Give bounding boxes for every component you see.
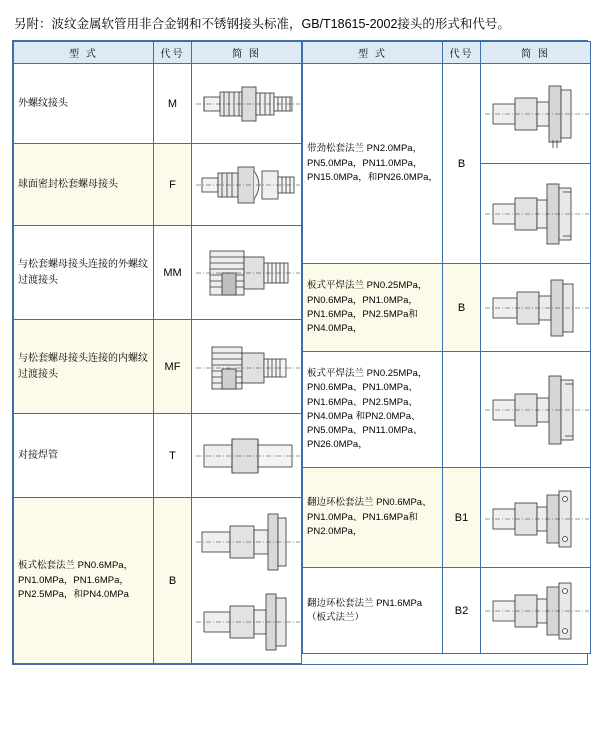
- header-figure: 简 图: [481, 42, 591, 64]
- table-header-row: [303, 42, 591, 64]
- row-type-label: 与松套螺母接头连接的内螺纹过渡接头: [14, 320, 154, 414]
- row-type-label: [303, 568, 443, 654]
- row-code: [443, 352, 481, 468]
- row-type-label: [303, 352, 443, 468]
- row-type-text: 翻边环松套法兰 PN0.6MPa、PN1.0MPa、PN1.6MPa和PN2.0MPa，: [307, 497, 432, 537]
- row-type-label: [14, 498, 154, 664]
- male-thread-transition-figure: [192, 226, 302, 320]
- table-row: [303, 468, 591, 568]
- lap-joint-flange-plate-figure: [481, 568, 591, 654]
- row-code: MM: [154, 226, 192, 320]
- table-row: [303, 568, 591, 654]
- table-row: [14, 320, 302, 414]
- table-row: [14, 498, 302, 664]
- row-type-label: 外螺纹接头: [14, 64, 154, 144]
- left-spec-table: [13, 41, 302, 664]
- table-row: [14, 226, 302, 320]
- row-code: M: [154, 64, 192, 144]
- plate-loose-flange-figure: [192, 498, 302, 664]
- header-figure: 简 图: [192, 42, 302, 64]
- row-code: MF: [154, 320, 192, 414]
- row-type-label: 球面密封松套螺母接头: [14, 144, 154, 226]
- header-type: 型 式: [14, 42, 154, 64]
- row-code: B2: [443, 568, 481, 654]
- row-type-text: 板式平焊法兰 PN0.25MPa，PN0.6MPa、PN1.0MPa、PN1.6MPa、PN2.5MPa、PN4.0MPa 和PN2.0MPa、PN5.0MPa、PN11.0MPa、PN26.0MPa，: [307, 368, 428, 451]
- header-code: 代号: [154, 42, 192, 64]
- ribbed-loose-flange-figure-2: [481, 164, 591, 264]
- row-type-label: [303, 64, 443, 264]
- row-code: B: [443, 264, 481, 352]
- row-code: T: [154, 414, 192, 498]
- spherical-seal-union-nut-figure: [192, 144, 302, 226]
- row-type-label: 对接焊管: [14, 414, 154, 498]
- row-type-label: 与松套螺母接头连接的外螺纹过渡接头: [14, 226, 154, 320]
- header-code: 代号: [443, 42, 481, 64]
- plate-flat-weld-flange-figure-2: [481, 352, 591, 468]
- spec-tables-container: [12, 40, 588, 665]
- row-type-label: [303, 264, 443, 352]
- row-code: B1: [443, 468, 481, 568]
- row-code: B: [154, 498, 192, 664]
- row-type-label: [303, 468, 443, 568]
- page-title: 另附：波纹金属软管用非合金钢和不锈钢接头标准，GB/T18615-2002接头的形式和代号。: [14, 17, 510, 31]
- row-type-text: 板式松套法兰 PN0.6MPa，PN1.0MPa，PN1.6MPa，PN2.5MPa，和PN4.0MPa: [18, 560, 134, 600]
- row-code: F: [154, 144, 192, 226]
- row-type-text: 板式平焊法兰 PN0.25MPa，PN0.6MPa，PN1.0MPa，PN1.6MPa，PN2.5MPa和PN4.0MPa，: [307, 280, 428, 334]
- butt-weld-pipe-figure: [192, 414, 302, 498]
- table-row: [14, 64, 302, 144]
- table-row: [303, 264, 591, 352]
- table-row: [14, 144, 302, 226]
- row-code: B: [443, 64, 481, 264]
- table-row: [303, 352, 591, 468]
- plate-flat-weld-flange-figure-1: [481, 264, 591, 352]
- table-row: [14, 414, 302, 498]
- row-type-text: 翻边环松套法兰 PN1.6MPa（板式法兰）: [307, 597, 423, 623]
- table-header-row: [14, 42, 302, 64]
- right-spec-table: [302, 41, 591, 654]
- lap-joint-flange-figure: [481, 468, 591, 568]
- threaded-male-connector-figure: [192, 64, 302, 144]
- row-type-text: 带劲松套法兰 PN2.0MPa，PN5.0MPa，PN11.0MPa，PN15.0MPa，和PN26.0MPa，: [307, 143, 438, 183]
- header-type: 型 式: [303, 42, 443, 64]
- ribbed-loose-flange-figure-1: [481, 64, 591, 164]
- female-thread-transition-figure: [192, 320, 302, 414]
- table-row: [303, 64, 591, 164]
